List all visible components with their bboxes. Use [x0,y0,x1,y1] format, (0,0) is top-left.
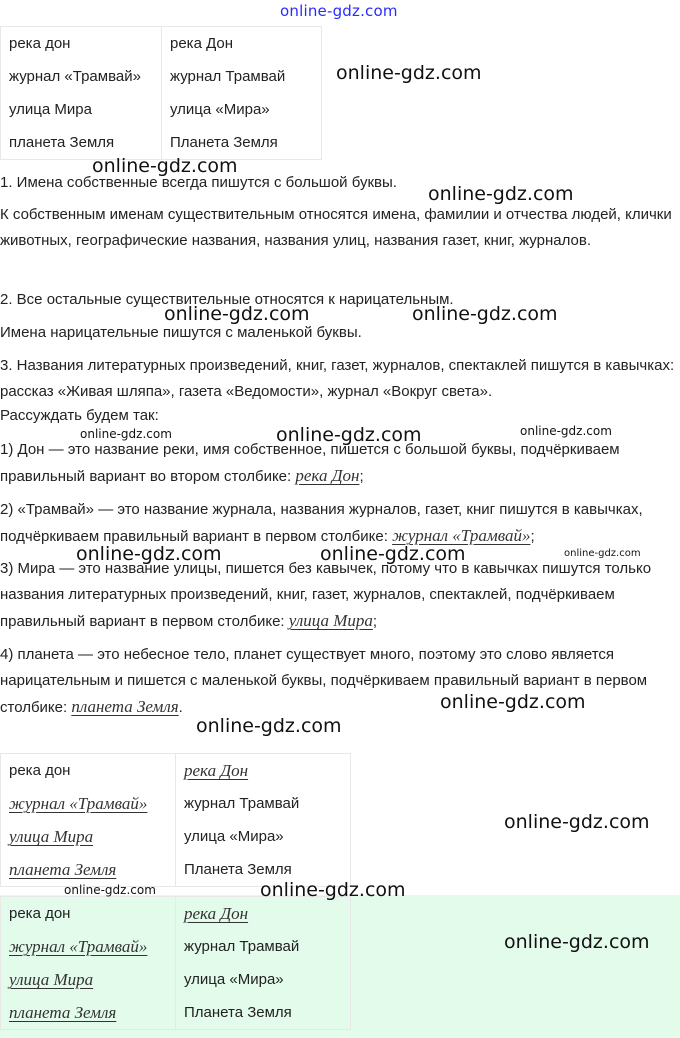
punct: ; [530,528,535,545]
watermark: online-gdz.com [320,543,466,565]
highlighted-answer-table [0,896,351,1030]
table-cell: река дон [9,35,71,52]
answer-table [0,753,351,887]
table-cell: улица «Мира» [184,828,284,845]
table-cell: журнал Трамвай [170,68,286,85]
underlined-answer: планета Земля [9,1003,117,1022]
rule-3: 3. Названия литературных произведений, книг, газет, журналов, спектаклей пишутся в кавычках: рассказ «Живая шляпа», газета «Ведомости», журнал «Вокруг света». [0,357,675,400]
rule-2-note: Имена нарицательные пишутся с маленькой буквы. [0,324,362,341]
watermark: online-gdz.com [276,424,422,446]
watermark: online-gdz.com [336,62,482,84]
step-text: 4) планета — это небесное тело, планет существует много, поэтому это слово является нарицательным и пишется с маленькой буквы, подчёркиваем правильный вариант в первом столбике: [0,646,648,716]
watermark: online-gdz.com [440,691,586,713]
underlined-answer: река Дон [184,904,249,923]
table-cell: Планета Земля [170,134,278,151]
watermark: online-gdz.com [196,715,342,737]
table-cell: Планета Земля [184,1004,292,1021]
watermark: online-gdz.com [412,303,558,325]
watermark: online-gdz.com [164,303,310,325]
exercise-table [0,26,322,160]
table-cell: улица Мира [9,101,92,118]
watermark: online-gdz.com [564,548,641,559]
underlined-answer: река Дон [295,466,360,485]
punct: ; [359,468,364,485]
watermark: online-gdz.com [80,427,172,441]
watermark: online-gdz.com [428,183,574,205]
step-text: 3) Мира — это название улицы, пишется без кавычек, потому что в кавычках пишутся только названия литературных произведений, книг, газет, журналов, спектаклей, подчёркиваем правильный вариант в первом столбике: [0,560,652,630]
punct: . [178,699,183,716]
rule-2: 2. Все остальные существительные относятся к нарицательным. [0,291,454,308]
rule-1: 1. Имена собственные всегда пишутся с большой буквы. [0,174,397,191]
reasoning-step-3 [0,556,678,635]
underlined-answer: улица Мира [9,970,94,989]
watermark: online-gdz.com [504,931,650,953]
table-cell: журнал Трамвай [184,938,300,955]
watermark-top: online-gdz.com [280,2,398,20]
step-text: 2) «Трамвай» — это название журнала, названия журналов, газет, книг пишутся в кавычках, подчёркиваем правильный вариант в первом столбике: [0,501,643,545]
table-cell: река Дон [170,35,234,52]
underlined-answer: планета Земля [71,697,179,716]
underlined-answer: планета Земля [9,860,117,879]
underlined-answer: река Дон [184,761,249,780]
underlined-answer: улица Мира [288,611,373,630]
table-cell: Планета Земля [184,861,292,878]
table-cell: журнал «Трамвай» [9,68,141,85]
underlined-answer: журнал «Трамвай» [9,937,148,956]
step-text: 1) Дон — это название реки, имя собственное, пишется с большой буквы, подчёркиваем правильный вариант во втором столбике: [0,441,620,485]
table-cell: журнал Трамвай [184,795,300,812]
watermark: online-gdz.com [76,543,222,565]
table-cell: река дон [9,905,71,922]
table-cell: река дон [9,762,71,779]
underlined-answer: улица Мира [9,827,94,846]
reasoning-heading: Рассуждать будем так: [0,407,159,424]
underlined-answer: журнал «Трамвай» [392,526,531,545]
table-cell: планета Земля [9,134,115,151]
watermark: online-gdz.com [260,879,406,901]
watermark: online-gdz.com [520,424,612,438]
watermark: online-gdz.com [92,155,238,177]
underlined-answer: журнал «Трамвай» [9,794,148,813]
punct: ; [372,613,378,630]
watermark: online-gdz.com [64,883,156,897]
table-cell: улица «Мира» [170,101,270,118]
table-cell: улица «Мира» [184,971,284,988]
watermark: online-gdz.com [504,811,650,833]
rule-1-explanation: К собственным именам существительным относятся имена, фамилии и отчества людей, клички животных, географические названия, названия улиц, названия газет, книг, журналов. [0,206,672,249]
